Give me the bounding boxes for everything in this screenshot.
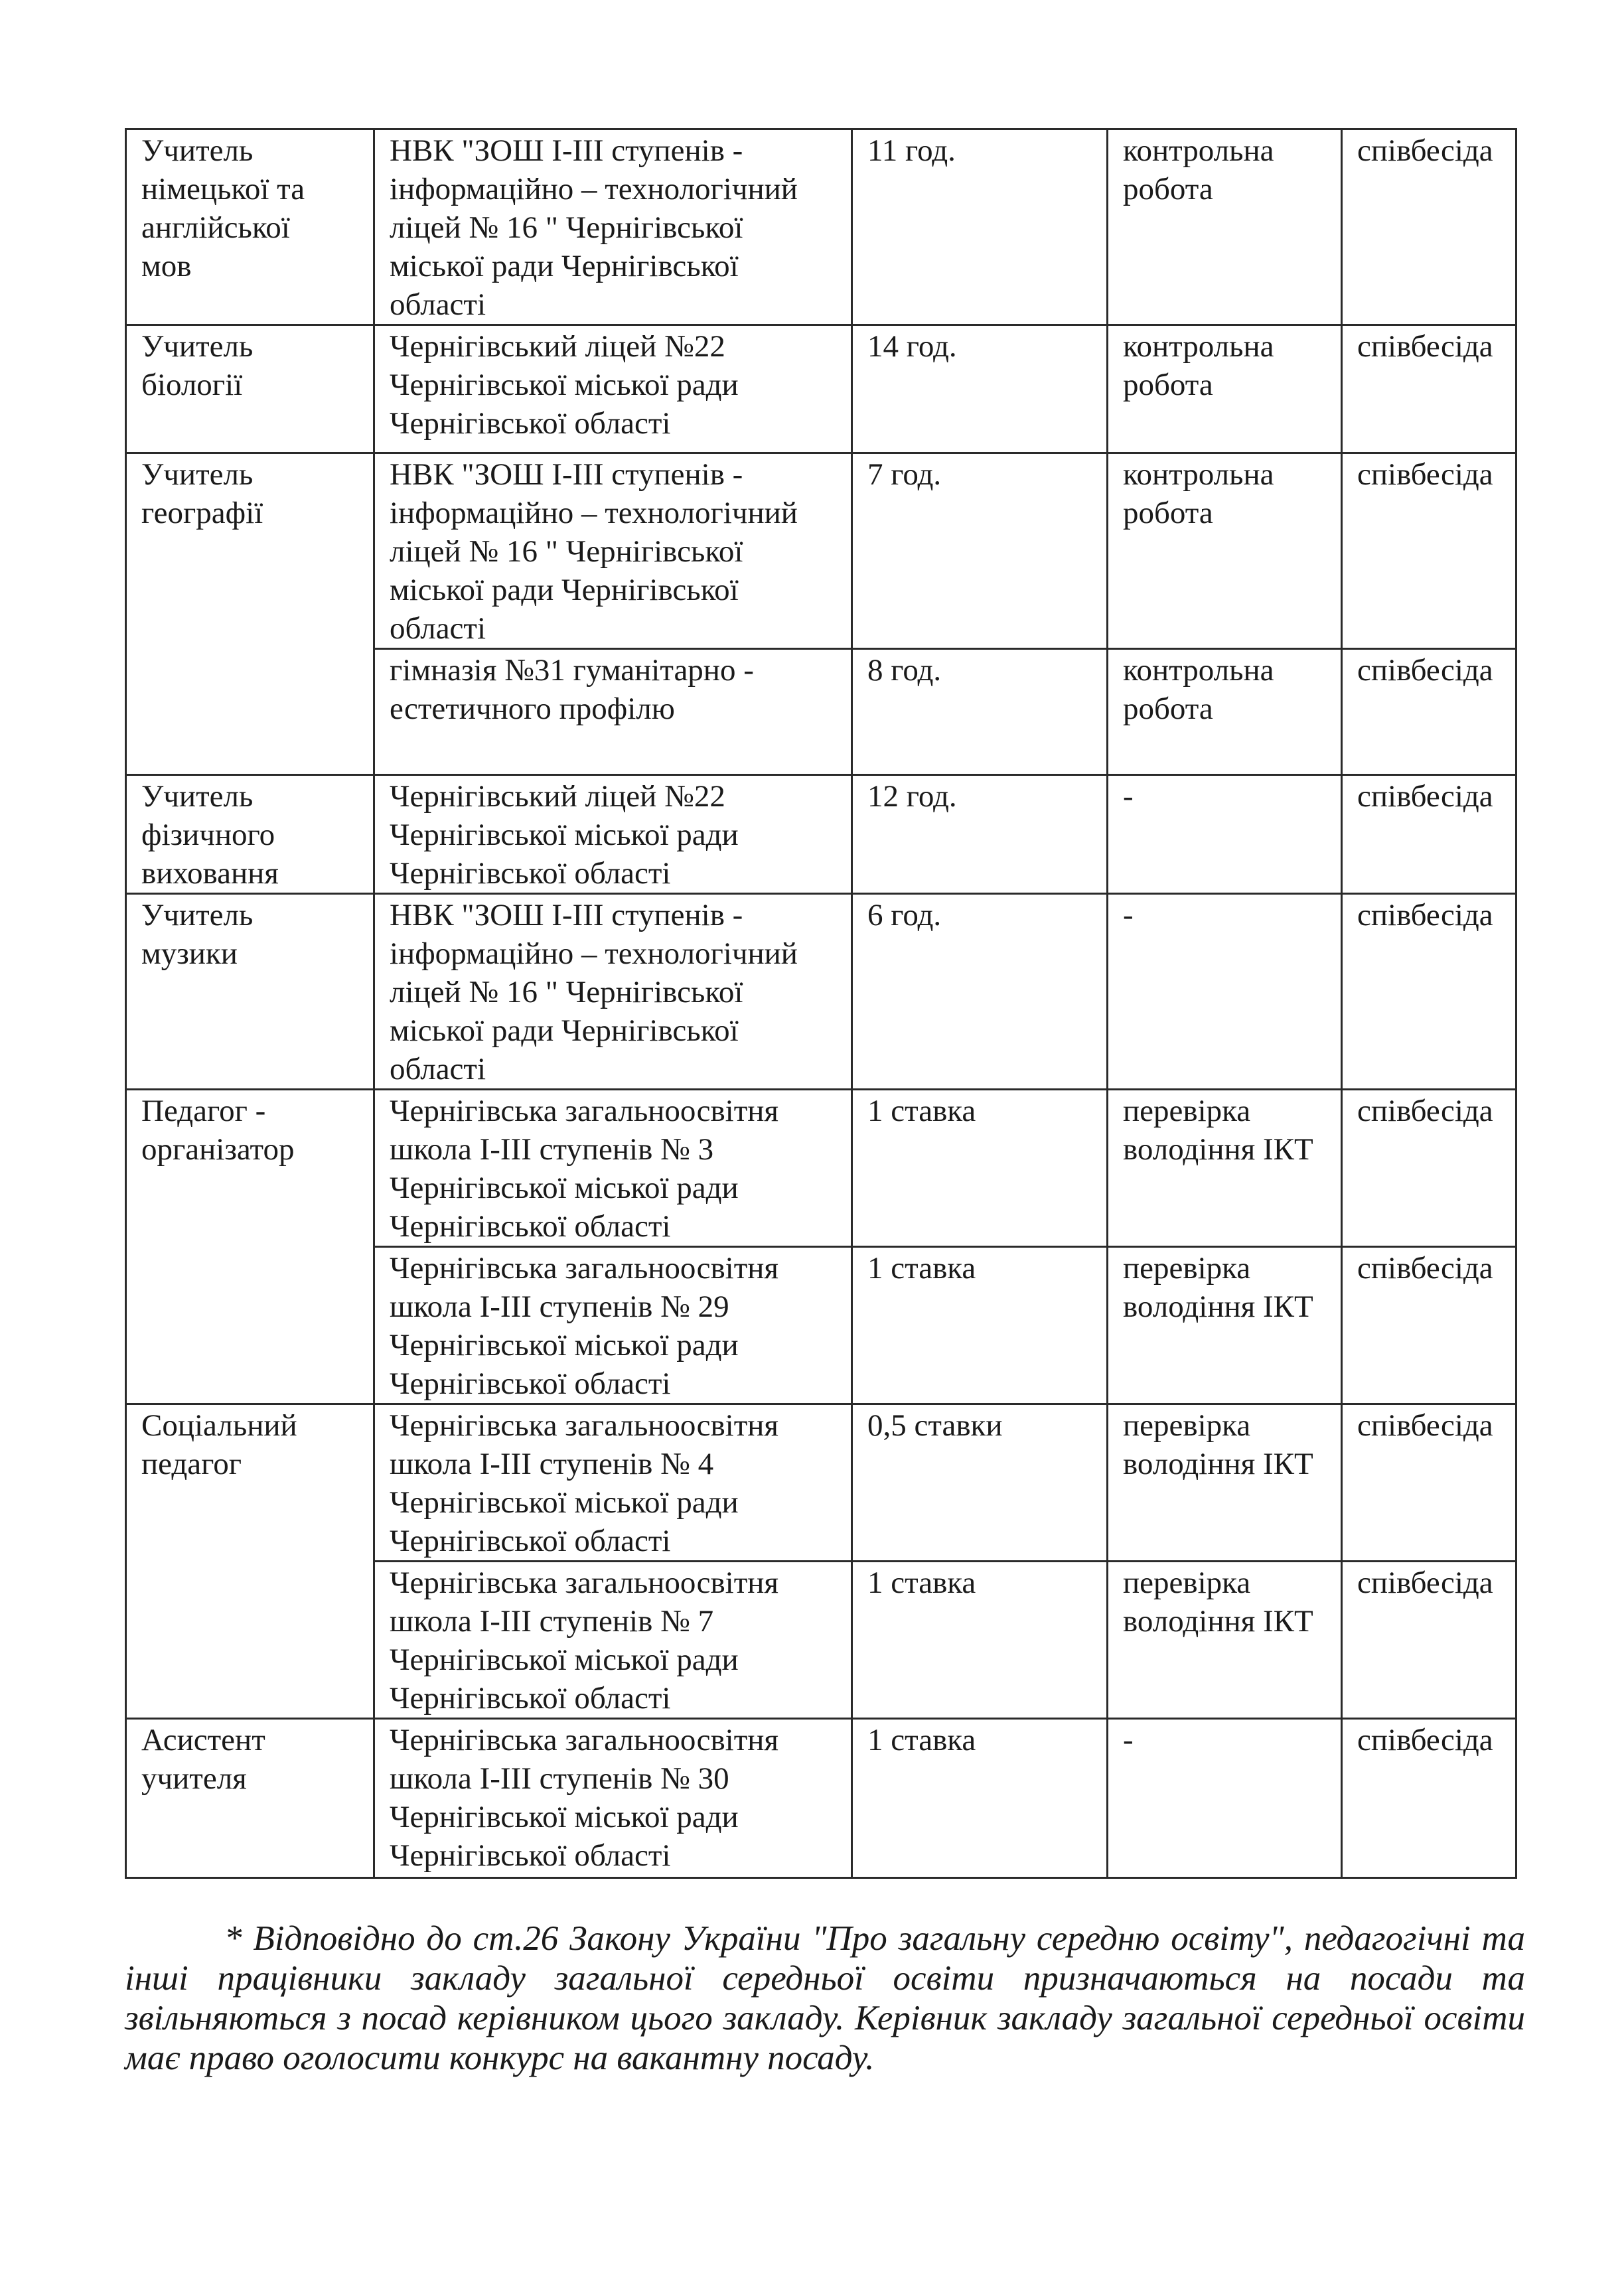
- table-row: [126, 453, 1516, 649]
- position-cell: [126, 325, 374, 453]
- table-row: [126, 1404, 1516, 1562]
- load-text: 14 год.: [867, 329, 957, 364]
- test-text: -: [1123, 779, 1134, 814]
- school-cell: [374, 1404, 852, 1562]
- school-text: НВК "ЗОШ І-ІІІ ступенів - інформаційно – технологічний ліцей № 16 " Чернігівської міської ради Чернігівської області: [390, 133, 798, 322]
- interview-cell: [1342, 325, 1516, 453]
- table-row: [126, 1090, 1516, 1247]
- test-text: перевірка володіння ІКТ: [1123, 1094, 1313, 1167]
- load-cell: [852, 1090, 1108, 1247]
- school-cell: [374, 1090, 852, 1247]
- position-text: Педагог - організатор: [141, 1094, 295, 1167]
- school-text: НВК "ЗОШ І-ІІІ ступенів - інформаційно – технологічний ліцей № 16 " Чернігівської міської ради Чернігівської області: [390, 898, 798, 1086]
- interview-cell: [1342, 1562, 1516, 1719]
- interview-text: співбесіда: [1357, 1094, 1493, 1128]
- test-cell: [1108, 1404, 1342, 1562]
- position-text: Учитель музики: [141, 898, 254, 971]
- school-text: Чернігівський ліцей №22 Чернігівської міської ради Чернігівської області: [390, 779, 739, 891]
- test-text: перевірка володіння ІКТ: [1123, 1251, 1313, 1324]
- test-text: контрольна робота: [1123, 653, 1274, 726]
- load-text: 6 год.: [867, 898, 942, 932]
- school-text: Чернігівська загальноосвітня школа І-ІІІ ступенів № 4 Чернігівської міської ради Чернігівської області: [390, 1408, 779, 1558]
- test-text: контрольна робота: [1123, 329, 1274, 402]
- position-cell: [126, 1090, 374, 1404]
- load-text: 1 ставка: [867, 1094, 976, 1128]
- load-text: 1 ставка: [867, 1723, 976, 1757]
- interview-cell: [1342, 649, 1516, 775]
- test-cell: [1108, 649, 1342, 775]
- load-cell: [852, 1247, 1108, 1404]
- footnote: * Відповідно до ст.26 Закону України "Про загальну середню освіту", педагогічні та інші працівники закладу загальної середньої освіти призначаються на посади та звільняються з посад керівником цього закладу. Керівник закладу загальної середньої освіти має право оголосити конкурс на вакантну посаду.: [125, 1919, 1525, 2077]
- position-text: Учитель німецької та англійської мов: [141, 133, 305, 283]
- school-text: Чернігівська загальноосвітня школа І-ІІІ ступенів № 30 Чернігівської міської ради Чернігівської області: [390, 1723, 779, 1873]
- school-text: Чернігівська загальноосвітня школа І-ІІІ ступенів № 29 Чернігівської міської ради Чернігівської області: [390, 1251, 779, 1401]
- interview-text: співбесіда: [1357, 779, 1493, 814]
- load-cell: [852, 1562, 1108, 1719]
- position-cell: [126, 129, 374, 325]
- table-row: [126, 129, 1516, 325]
- school-cell: [374, 1562, 852, 1719]
- vacancies-table-body: [126, 129, 1516, 1878]
- test-cell: [1108, 129, 1342, 325]
- test-cell: [1108, 775, 1342, 894]
- load-text: 11 год.: [867, 133, 956, 168]
- load-cell: [852, 894, 1108, 1090]
- school-text: Чернігівський ліцей №22 Чернігівської міської ради Чернігівської області: [390, 329, 739, 441]
- test-text: -: [1123, 1723, 1134, 1757]
- position-cell: [126, 453, 374, 775]
- load-cell: [852, 129, 1108, 325]
- school-cell: [374, 1247, 852, 1404]
- interview-cell: [1342, 1404, 1516, 1562]
- vacancies-table: [125, 128, 1517, 1879]
- school-cell: [374, 453, 852, 649]
- table-row: [126, 1719, 1516, 1878]
- interview-text: співбесіда: [1357, 329, 1493, 364]
- interview-text: співбесіда: [1357, 1251, 1493, 1285]
- school-cell: [374, 775, 852, 894]
- school-cell: [374, 325, 852, 453]
- interview-text: співбесіда: [1357, 1723, 1493, 1757]
- test-text: перевірка володіння ІКТ: [1123, 1408, 1313, 1481]
- position-text: Учитель фізичного виховання: [141, 779, 279, 891]
- test-text: -: [1123, 898, 1134, 932]
- interview-cell: [1342, 1247, 1516, 1404]
- load-text: 1 ставка: [867, 1566, 976, 1600]
- load-cell: [852, 453, 1108, 649]
- load-cell: [852, 775, 1108, 894]
- position-text: Соціальний педагог: [141, 1408, 297, 1481]
- position-cell: [126, 1404, 374, 1719]
- test-text: контрольна робота: [1123, 133, 1274, 206]
- load-cell: [852, 649, 1108, 775]
- load-text: 7 год.: [867, 457, 942, 492]
- school-cell: [374, 649, 852, 775]
- interview-cell: [1342, 453, 1516, 649]
- position-cell: [126, 894, 374, 1090]
- school-text: гімназія №31 гуманітарно - естетичного профілю: [390, 653, 754, 726]
- test-cell: [1108, 1562, 1342, 1719]
- load-cell: [852, 325, 1108, 453]
- test-cell: [1108, 1247, 1342, 1404]
- interview-cell: [1342, 775, 1516, 894]
- test-cell: [1108, 894, 1342, 1090]
- test-cell: [1108, 325, 1342, 453]
- interview-text: співбесіда: [1357, 133, 1493, 168]
- load-cell: [852, 1719, 1108, 1878]
- interview-text: співбесіда: [1357, 898, 1493, 932]
- school-text: Чернігівська загальноосвітня школа І-ІІІ ступенів № 7 Чернігівської міської ради Чернігівської області: [390, 1566, 779, 1716]
- table-row: [126, 775, 1516, 894]
- load-text: 0,5 ставки: [867, 1408, 1003, 1443]
- school-text: Чернігівська загальноосвітня школа І-ІІІ ступенів № 3 Чернігівської міської ради Чернігівської області: [390, 1094, 779, 1244]
- interview-cell: [1342, 1090, 1516, 1247]
- school-text: НВК "ЗОШ І-ІІІ ступенів - інформаційно – технологічний ліцей № 16 " Чернігівської міської ради Чернігівської області: [390, 457, 798, 646]
- table-row: [126, 325, 1516, 453]
- test-cell: [1108, 1090, 1342, 1247]
- position-text: Учитель географії: [141, 457, 263, 530]
- table-row: [126, 894, 1516, 1090]
- test-cell: [1108, 453, 1342, 649]
- position-text: Учитель біології: [141, 329, 254, 402]
- interview-cell: [1342, 129, 1516, 325]
- interview-text: співбесіда: [1357, 1566, 1493, 1600]
- test-text: контрольна робота: [1123, 457, 1274, 530]
- interview-text: співбесіда: [1357, 457, 1493, 492]
- load-cell: [852, 1404, 1108, 1562]
- test-cell: [1108, 1719, 1342, 1878]
- school-cell: [374, 894, 852, 1090]
- interview-cell: [1342, 894, 1516, 1090]
- school-cell: [374, 1719, 852, 1878]
- load-text: 1 ставка: [867, 1251, 976, 1285]
- position-cell: [126, 1719, 374, 1878]
- load-text: 8 год.: [867, 653, 942, 688]
- test-text: перевірка володіння ІКТ: [1123, 1566, 1313, 1639]
- position-cell: [126, 775, 374, 894]
- load-text: 12 год.: [867, 779, 957, 814]
- interview-cell: [1342, 1719, 1516, 1878]
- position-text: Асистент учителя: [141, 1723, 265, 1796]
- interview-text: співбесіда: [1357, 653, 1493, 688]
- interview-text: співбесіда: [1357, 1408, 1493, 1443]
- school-cell: [374, 129, 852, 325]
